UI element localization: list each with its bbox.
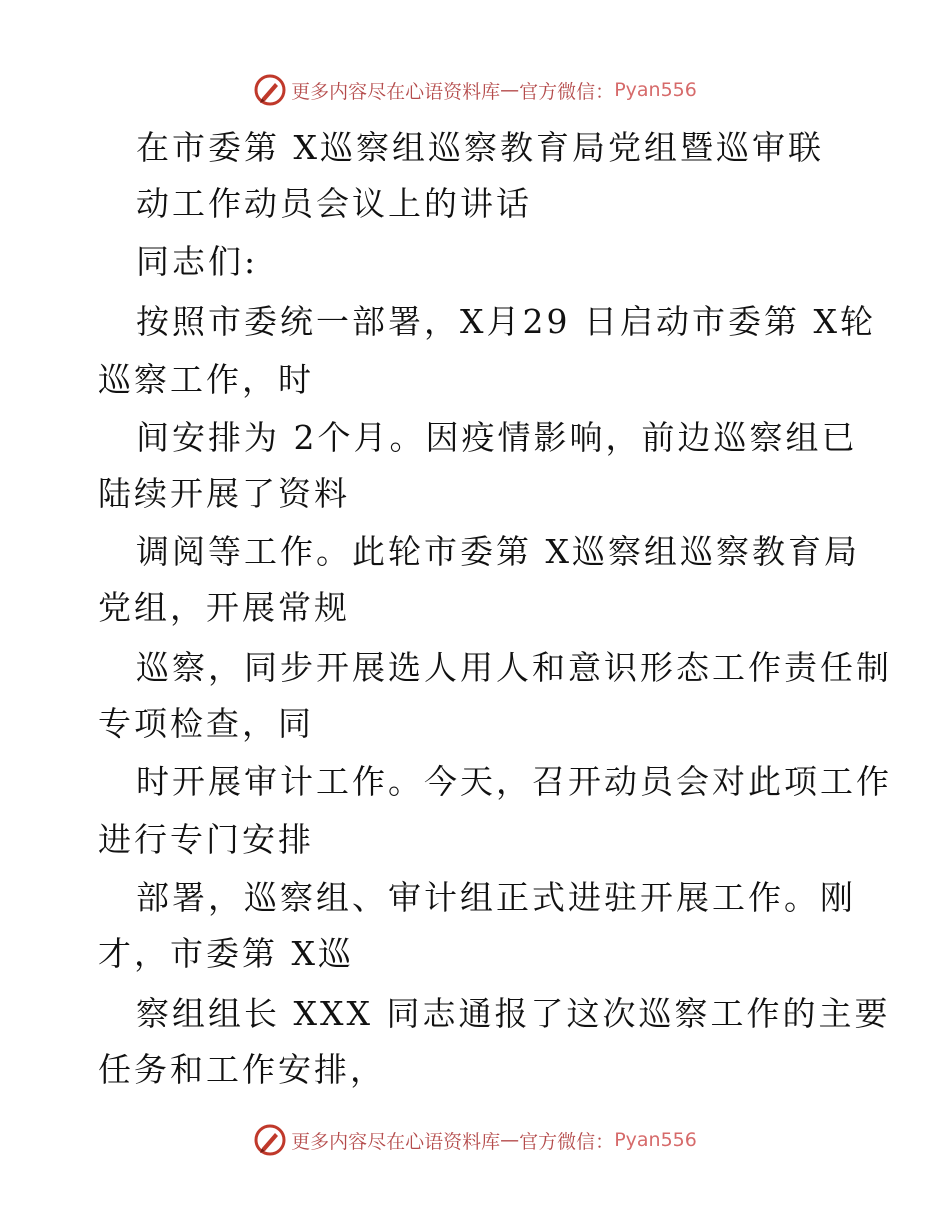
pen-logo-icon [253,1123,287,1157]
paragraph-line: 调阅等工作。此轮市委第 X巡察组巡察教育局 [136,532,860,571]
paragraph-line: 时开展审计工作。今天，召开动员会对此项工作 [136,762,892,801]
banner-wechat-label: 官方微信： [519,80,615,103]
banner-wechat-label: 官方微信： [519,1130,615,1153]
paragraph-line: 察组组长 XXX 同志通报了这次巡察工作的主要 [136,994,891,1033]
paragraph-line: 按照市委统一部署，X月29 日启动市委第 X轮 [136,302,876,341]
paragraph-line: 巡察工作，时 [98,360,314,399]
salutation: 同志们: [136,242,259,281]
banner-wechat-id: Pyan556 [614,79,697,101]
banner-separator: — [500,79,520,101]
paragraph-line: 进行专门安排 [98,820,314,859]
paragraph-line: 才，市委第 X巡 [98,934,354,973]
banner-text-main: 更多内容尽在心语资料库 [291,80,501,103]
paragraph-line: 部署，巡察组、审计组正式进驻开展工作。刚 [136,878,856,917]
paragraph-line: 党组，开展常规 [98,588,350,627]
header-banner [0,70,950,110]
pen-logo-icon [253,73,287,107]
paragraph-line: 间安排为 2个月。因疫情影响，前边巡察组已 [136,418,858,457]
banner-separator: — [500,1129,520,1151]
banner-wechat-id: Pyan556 [614,1129,697,1151]
footer-banner [0,1120,950,1160]
document-title-line-2: 动工作动员会议上的讲话 [136,184,532,223]
document-title-line-1: 在市委第 X巡察组巡察教育局党组暨巡审联 [136,128,824,167]
paragraph-line: 任务和工作安排， [98,1050,386,1089]
banner-text-main: 更多内容尽在心语资料库 [291,1130,501,1153]
paragraph-line: 陆续开展了资料 [98,474,350,513]
paragraph-line: 巡察，同步开展选人用人和意识形态工作责任制 [136,648,892,687]
paragraph-line: 专项检查，同 [98,704,314,743]
